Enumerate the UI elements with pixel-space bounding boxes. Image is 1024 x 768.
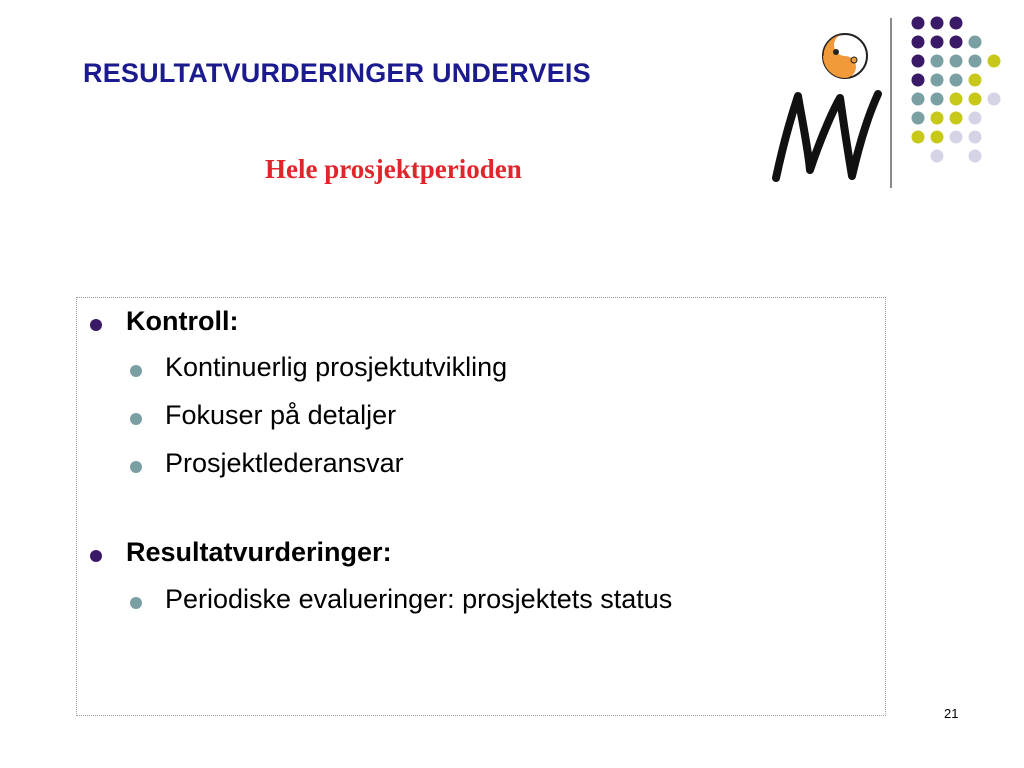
bullet-icon (90, 319, 102, 331)
decorative-dot (931, 131, 944, 144)
section-heading-kontroll: Kontroll: (126, 306, 239, 336)
bullet-icon (90, 550, 102, 562)
decorative-dot (931, 74, 944, 87)
decorative-dot (912, 74, 925, 87)
decorative-dot (950, 112, 963, 125)
decorative-dot (950, 74, 963, 87)
decorative-dot (912, 112, 925, 125)
decorative-dot (988, 93, 1001, 106)
decorative-dot (912, 36, 925, 49)
decorative-dot (969, 93, 982, 106)
sub-bullet-icon (130, 461, 142, 473)
decorative-dot (931, 150, 944, 163)
slide-title: RESULTATVURDERINGER UNDERVEIS (83, 58, 591, 88)
m-letter-logo (776, 94, 878, 178)
decorative-dot (969, 131, 982, 144)
decorative-dot (950, 36, 963, 49)
decorative-dot (969, 36, 982, 49)
m-logo (768, 30, 888, 190)
decorative-dot (969, 150, 982, 163)
sub-bullet-icon (130, 365, 142, 377)
slide-subtitle: Hele prosjektperioden (265, 154, 522, 184)
decorative-dot-grid (900, 14, 1015, 164)
list-item: Fokuser på detaljer (165, 400, 397, 430)
decorative-dot (931, 17, 944, 30)
header-divider (890, 18, 892, 188)
decorative-dot (931, 36, 944, 49)
decorative-dot (950, 131, 963, 144)
list-item: Kontinuerlig prosjektutvikling (165, 352, 508, 382)
list-item: Periodiske evalueringer: prosjektets status (165, 584, 673, 614)
sub-bullet-icon (130, 597, 142, 609)
decorative-dot (950, 17, 963, 30)
decorative-dot (931, 112, 944, 125)
decorative-dot (969, 55, 982, 68)
sub-bullet-icon (130, 413, 142, 425)
page-number: 21 (944, 706, 959, 721)
decorative-dot (950, 55, 963, 68)
decorative-dot (912, 55, 925, 68)
decorative-dot (912, 93, 925, 106)
decorative-dot (931, 55, 944, 68)
yin-yang-logo-icon (823, 34, 867, 78)
list-item: Prosjektlederansvar (165, 448, 404, 478)
decorative-dot (988, 55, 1001, 68)
decorative-dot (931, 93, 944, 106)
decorative-dot (969, 74, 982, 87)
decorative-dot (912, 131, 925, 144)
decorative-dot (950, 93, 963, 106)
decorative-dot (969, 112, 982, 125)
decorative-dot (912, 17, 925, 30)
section-heading-resultatvurderinger: Resultatvurderinger: (126, 537, 392, 567)
